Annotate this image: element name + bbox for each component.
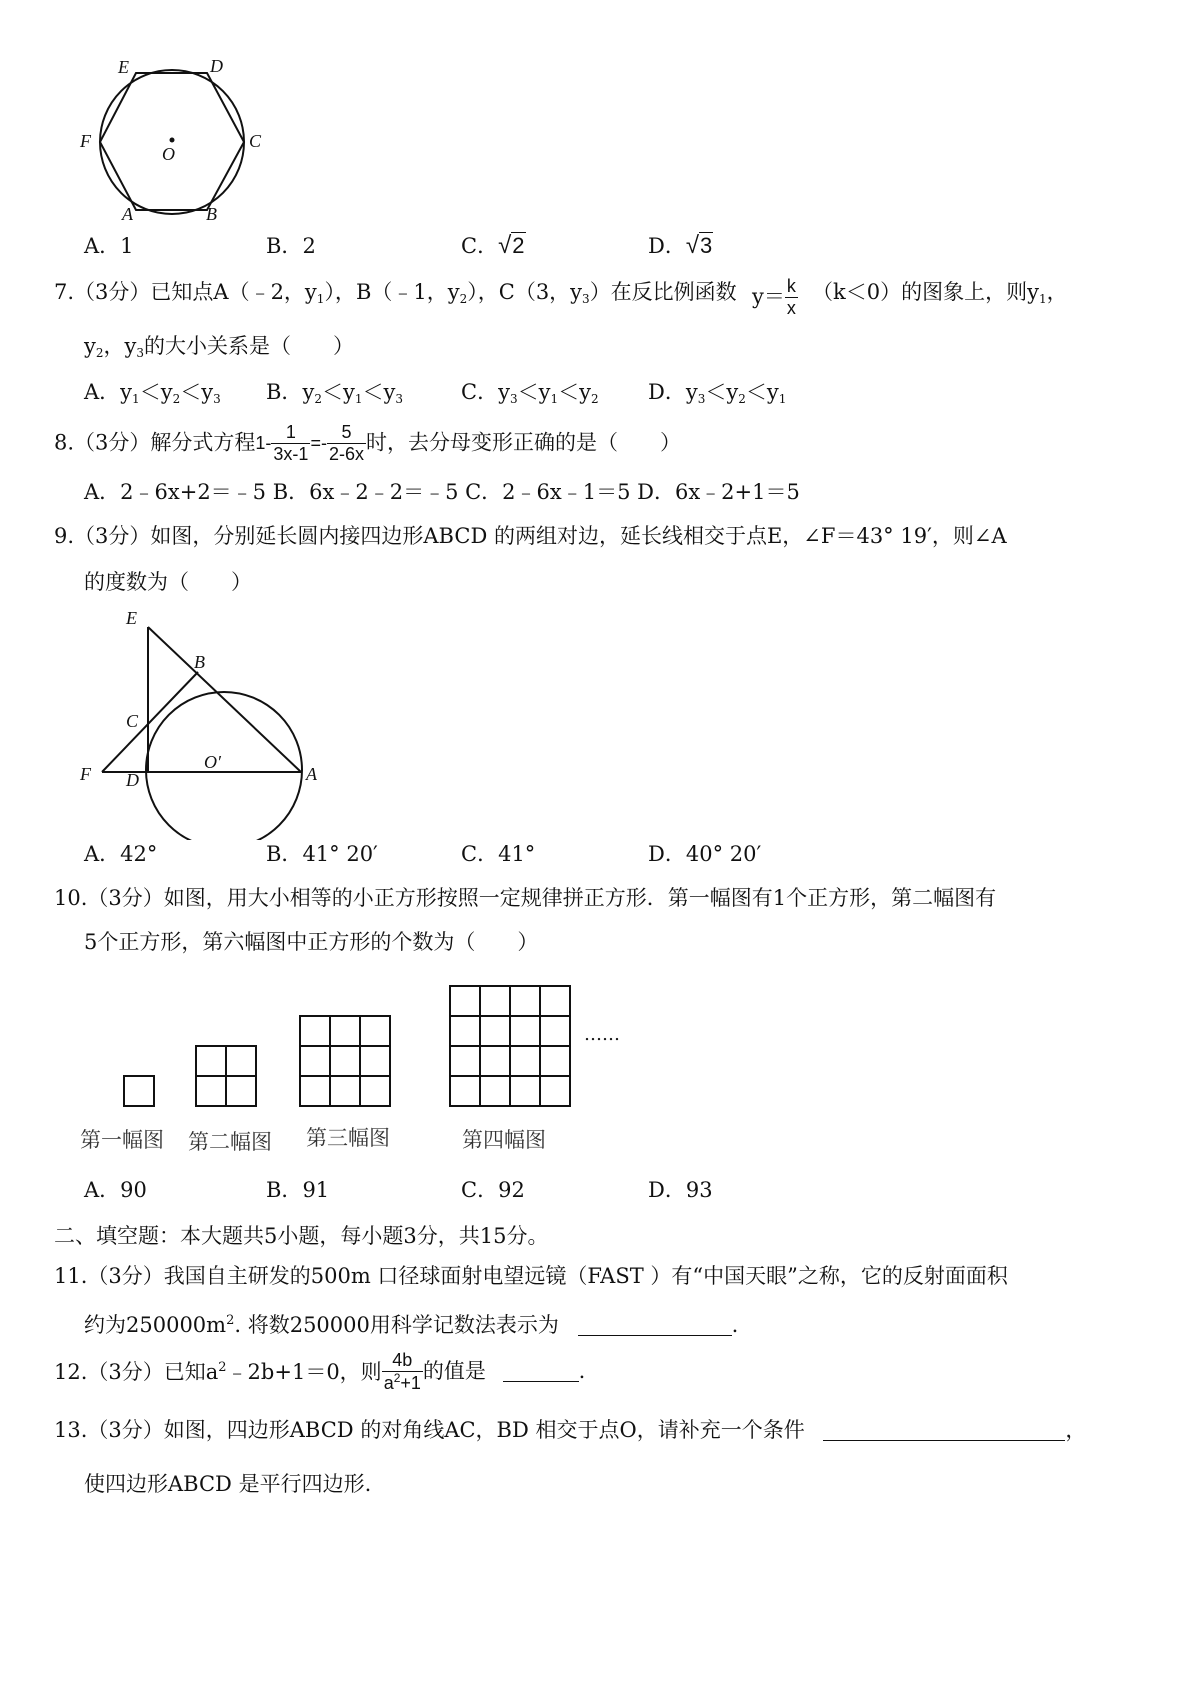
q13-stem-line1: 13.（3分）如图，四边形ABCD 的对角线AC，BD 相交于点O，请补充一个条件 ，: [54, 1418, 1087, 1442]
label-C: C: [249, 131, 262, 151]
q10-option-a[interactable]: A．90: [84, 1178, 147, 1202]
pattern-3: [300, 1016, 390, 1106]
q13-stem-line2: 使四边形ABCD 是平行四边形.: [84, 1472, 372, 1496]
q10-option-b[interactable]: B．91: [266, 1178, 330, 1202]
q8-options[interactable]: A．2﹣6x+2＝﹣5 B．6x﹣2﹣2＝﹣5 C．2﹣6x﹣1＝5 D．6x﹣2+1＝5: [84, 480, 800, 504]
q9-option-c[interactable]: C．41°: [461, 842, 536, 866]
q6-option-c[interactable]: C．√2: [461, 232, 525, 259]
pattern-1: [124, 1076, 154, 1106]
fraction-5-over-2-6x: $\frac{5}{2-6x}$: [328, 422, 364, 464]
caption-figure-3: 第三幅图: [306, 1126, 390, 1150]
pattern-4: [450, 986, 570, 1106]
q10-stem-line1: 10.（3分）如图，用大小相等的小正方形按照一定规律拼正方形．第一幅图有1个正方形，第二幅图有: [54, 886, 997, 910]
line-FB: [102, 672, 198, 772]
sqrt-2: √2: [498, 232, 525, 259]
q9-option-a[interactable]: A．42°: [84, 842, 158, 866]
label-C: C: [126, 711, 139, 731]
label-A: A: [122, 204, 133, 224]
hexagon-circle-figure: [70, 50, 280, 230]
q9-stem-line2: 的度数为（ ）: [84, 570, 252, 594]
q7-option-b[interactable]: B．$y_2<y_1<y_3$: [266, 380, 403, 406]
q6-option-a[interactable]: A．1: [84, 234, 134, 258]
pattern-ellipsis: ……: [584, 1024, 620, 1045]
q11-answer-blank[interactable]: [578, 1315, 732, 1336]
q9-stem-line1: 9.（3分）如图，分别延长圆内接四边形ABCD 的两组对边，延长线相交于点E，∠F＝43° 19′，则∠A: [54, 524, 1007, 548]
q7-option-a[interactable]: A．$y_1<y_2<y_3$: [84, 380, 221, 406]
section-heading-fill-in: 二、填空题：本大题共5小题，每小题3分，共15分。: [54, 1224, 549, 1248]
caption-figure-2: 第二幅图: [188, 1130, 272, 1154]
square-pattern-figure: [120, 982, 640, 1112]
q11-stem-line1: 11.（3分）我国自主研发的500m 口径球面射电望远镜（FAST ）有“中国天眼”之称，它的反射面面积: [54, 1264, 1008, 1288]
sqrt-3: √3: [685, 232, 713, 259]
pattern-2: [196, 1046, 256, 1106]
fraction-4b-over-a2-plus-1: $\frac{4b}{a^2+1}$: [383, 1350, 421, 1393]
label-A: A: [306, 764, 317, 784]
fraction-1-over-3x-1: $\frac{1}{3x-1}$: [273, 422, 309, 464]
label-D: D: [126, 770, 139, 790]
q7-stem-line2: $y_2$，$y_3$的大小关系是（ ）: [84, 334, 355, 360]
label-E: E: [118, 57, 129, 77]
q6-option-b[interactable]: B．2: [266, 234, 316, 258]
label-D: D: [210, 56, 223, 76]
q9-option-d[interactable]: D．40° 20′: [648, 842, 762, 866]
caption-figure-1: 第一幅图: [80, 1128, 164, 1152]
label-E: E: [126, 608, 137, 628]
q9-option-b[interactable]: B．41° 20′: [266, 842, 378, 866]
label-B: B: [206, 204, 217, 224]
cyclic-quadrilateral-figure: [70, 600, 340, 840]
label-B: B: [194, 652, 205, 672]
q7-stem-line1: 7.（3分）已知点A（﹣2，$y_1$），B（﹣1，$y_2$），C（3，$y_3$）在反比例函数: [54, 280, 737, 306]
q13-answer-blank[interactable]: [823, 1420, 1065, 1441]
q10-option-c[interactable]: C．92: [461, 1178, 525, 1202]
q7-function: y＝ $\frac{k}{x}$: [752, 276, 796, 318]
circle: [146, 692, 302, 840]
q12-stem: 12.（3分）已知$a^2﹣2b+1=0$，则 $\frac{4b}{a^2+1}$ 的值是 .: [54, 1350, 586, 1393]
q6-option-d[interactable]: D．√3: [648, 232, 713, 259]
q12-answer-blank[interactable]: [503, 1361, 579, 1382]
label-O: O: [162, 144, 175, 164]
center-point: [170, 138, 175, 143]
fraction-k-over-x: $\frac{k}{x}$: [786, 276, 796, 318]
label-O-prime: O′: [204, 752, 221, 772]
q8-stem: 8.（3分）解分式方程1- $\frac{1}{3x-1}$ =- $\frac{5}{2-6x}$ 时，去分母变形正确的是（ ）: [54, 422, 681, 464]
q10-option-d[interactable]: D．93: [648, 1178, 713, 1202]
label-F: F: [80, 131, 91, 151]
q7-stem-condition: （k＜0）的图象上，则$y_1$，: [812, 280, 1068, 306]
q7-option-c[interactable]: C．$y_3<y_1<y_2$: [461, 380, 599, 406]
q11-stem-line2: 约为$250000m^2$. 将数250000用科学记数法表示为 .: [84, 1313, 739, 1337]
q7-option-d[interactable]: D．$y_3<y_2<y_1$: [648, 380, 787, 406]
label-F: F: [80, 764, 91, 784]
caption-figure-4: 第四幅图: [462, 1128, 546, 1152]
q10-stem-line2: 5个正方形，第六幅图中正方形的个数为（ ）: [84, 930, 539, 954]
